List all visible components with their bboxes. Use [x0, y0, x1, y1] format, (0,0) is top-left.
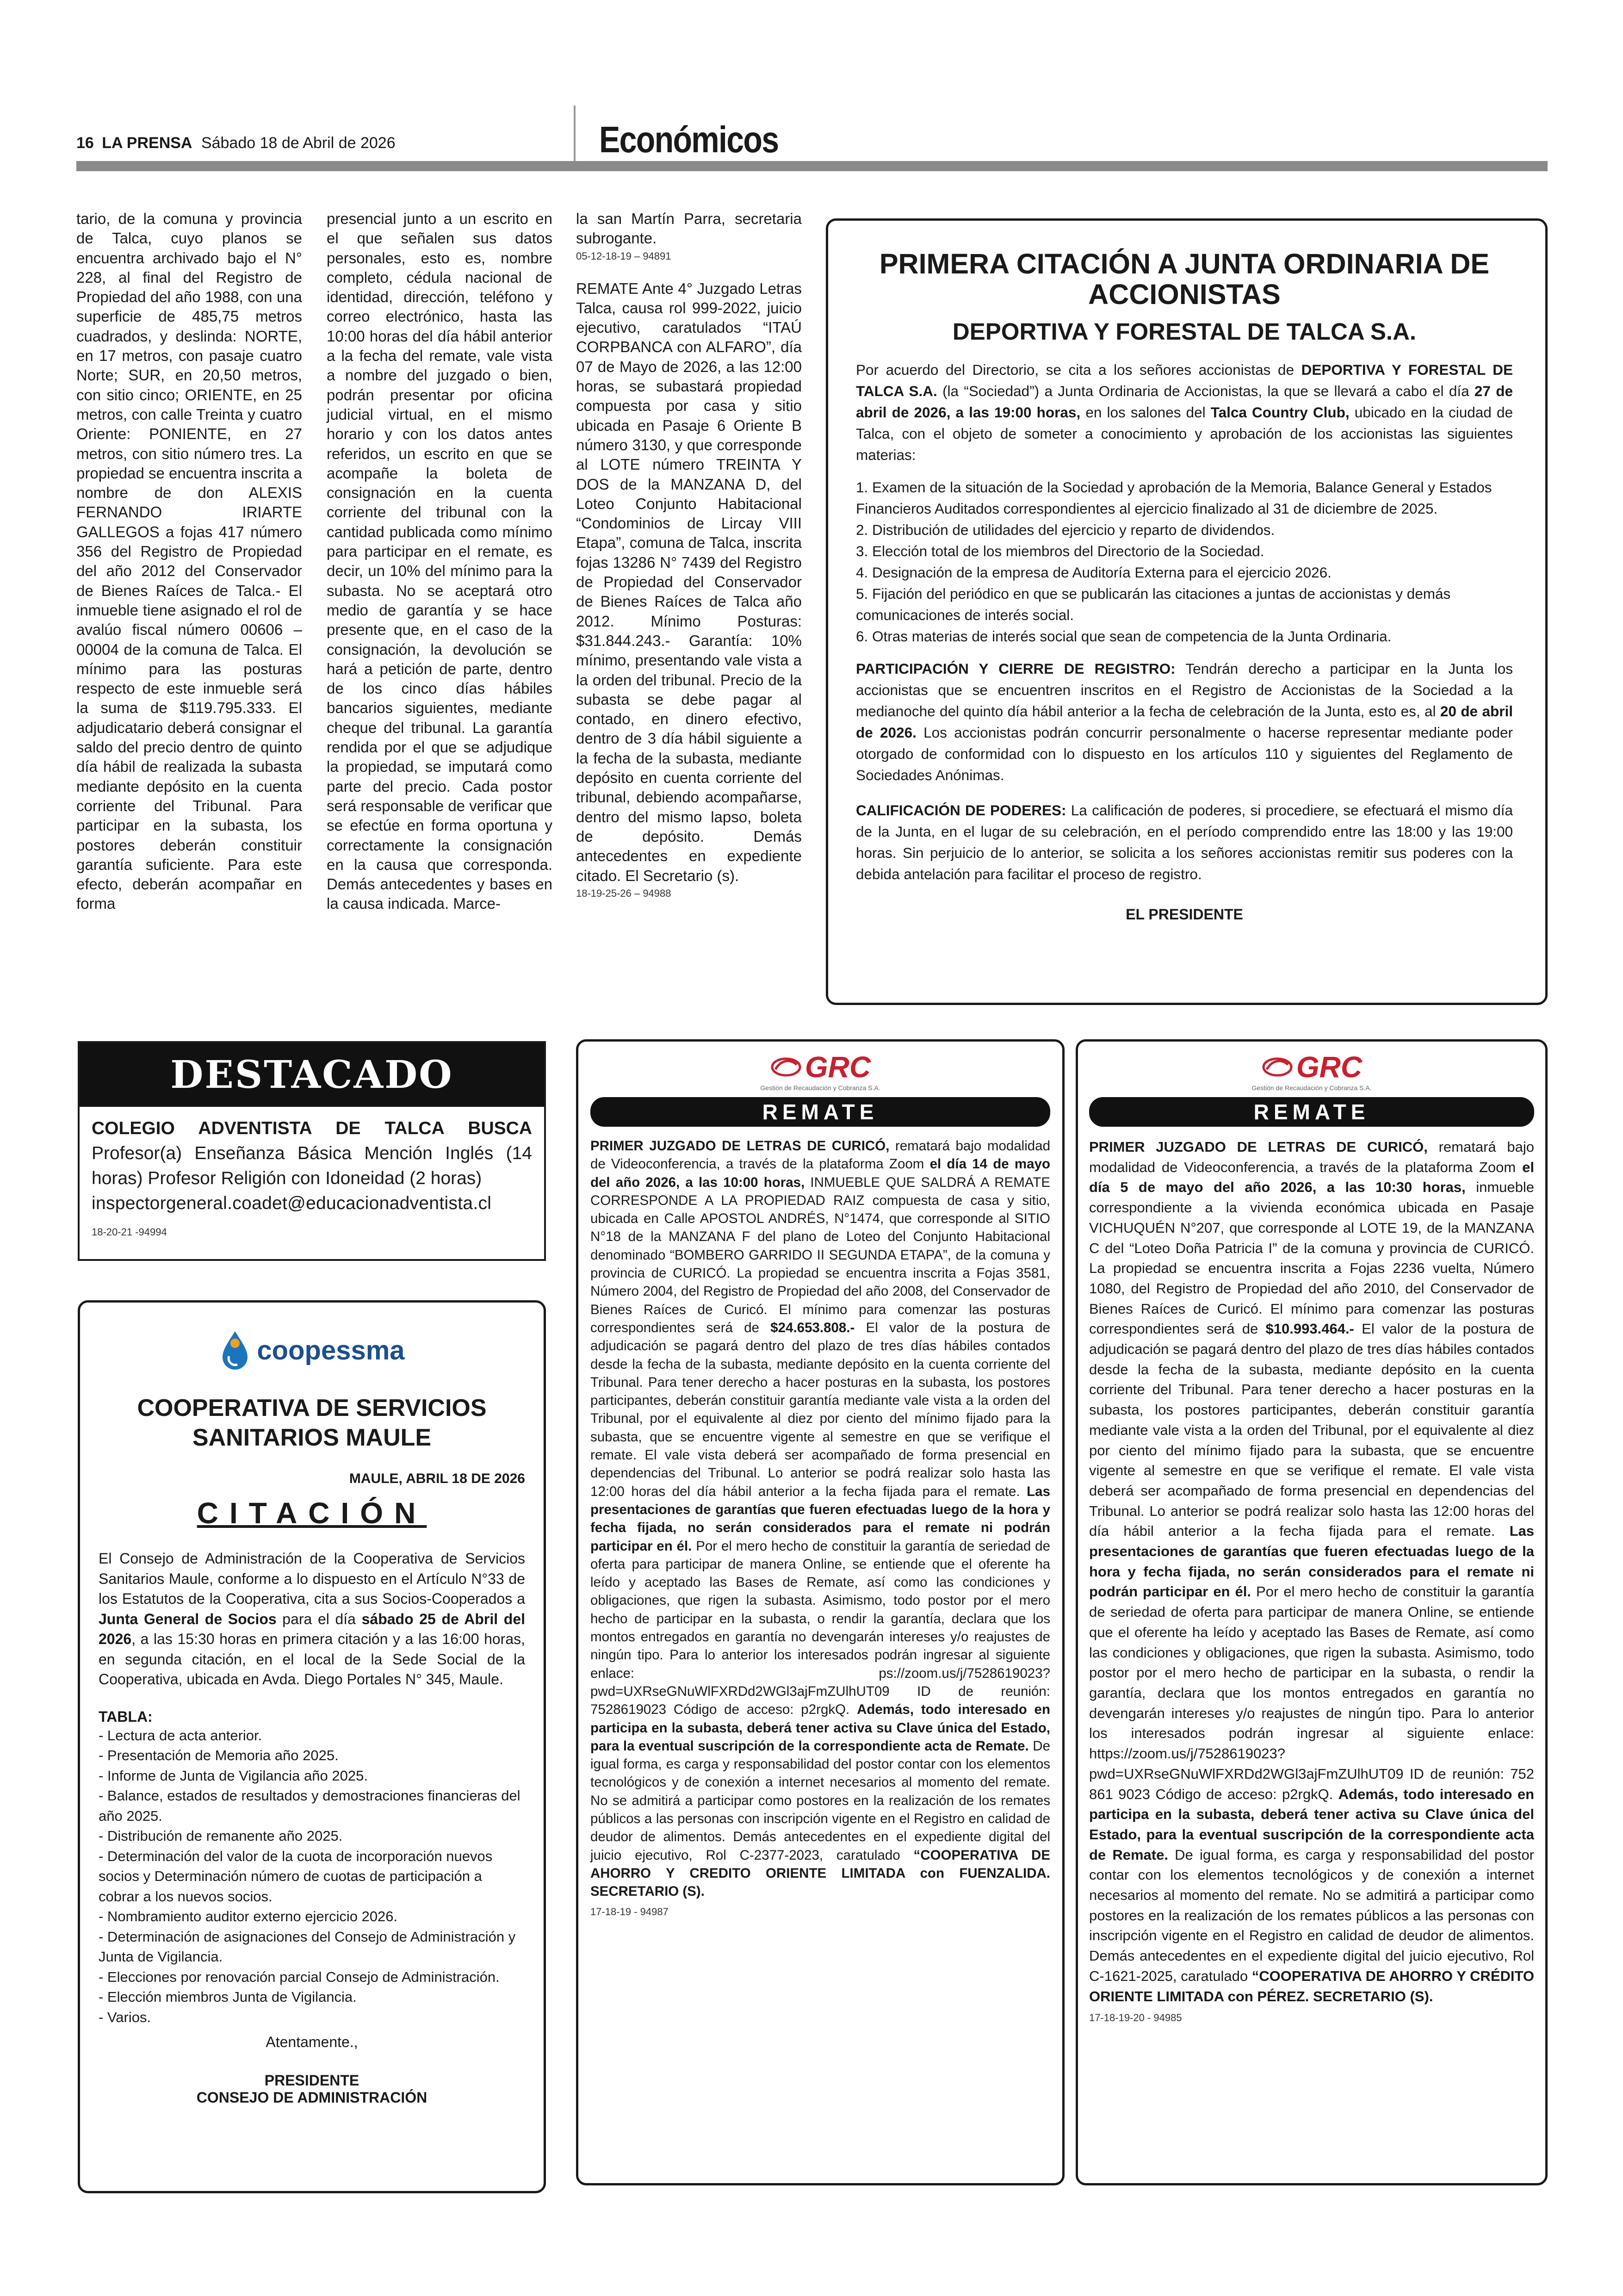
destacado-banner: DESTACADO [80, 1043, 544, 1107]
list-item: 2. Distribución de utilidades del ejercicio y reparto de dividendos. [856, 521, 1275, 538]
list-item: - Elección miembros Junta de Vigilancia. [99, 1989, 357, 2005]
coopessma-sign-2: CONSEJO DE ADMINISTRACIÓN [196, 2089, 427, 2106]
header-folio [76, 134, 396, 152]
column-3 [576, 209, 802, 900]
citacion-title: PRIMERA CITACIÓN A JUNTA ORDINARIA DE ACCIONISTAS [879, 248, 1490, 310]
citacion-items [856, 477, 1513, 647]
notice-code: 18-20-21 -94994 [92, 1226, 167, 1238]
grc-logo-mark [1261, 1050, 1362, 1084]
citacion-intro: Por acuerdo del Directorio, se cita a los señores accionistas de DEPORTIVA Y FORESTAL DE TALCA S.A. (la “Sociedad”) a Junta Ordinaria de Accionistas, la que se llevará a cabo el día 27 de abril de 2026, a las 19:00 horas, en los salones del Talca Country Club, ubicado en la ciudad de Talca, con el objeto de someter a conocimiento y aprobación de los accionistas las siguientes materias: [856, 361, 1513, 463]
remate-2-body: PRIMER JUZGADO DE LETRAS DE CURICÓ, rematará bajo modalidad de Videoconferencia, a través de la plataforma Zoom el día 5 de mayo del año 2026, a las 10:30 horas, inmueble correspondiente a la vivienda económica ubicada en Pasaje VICHUQUÉN N°207, que corresponde al LOTE 19, de la MANZANA C del “Loteo Doña Patricia I” de la comuna y provincia de CURICÓ. La propiedad se encuentra inscrita a Fojas 2236 vuelta, Número 1080, del Registro de Propiedad del año 2010, del Conservador de Bienes Raíces de Curicó. El mínimo para comenzar las posturas correspondientes será de $10.993.464.- El valor de la postura de adjudicación se pagará dentro del plazo de tres días hábiles contados desde la fecha de la subasta, mediante depósito en la cuenta corriente del Tribunal. Para tener derecho a hacer posturas en la subasta, los postores participantes, deberán constituir garantía mediante vale vista a la orden del Tribunal, por el equivalente al diez por ciento del mínimo fijado para la subasta, que se encuentre vigente al semestre en que se verifique el remate. El vale vista deberá ser acompañado de forma presencial en dependencias del Tribunal. Lo anterior se podrá realizar solo hasta las 12:00 horas del día hábil anterior a la fecha fijada para el remate. Las presentaciones de garantías que fueren efectuadas luego de la hora y fecha fijada, no serán considerados para el remate ni podrán participar en él. Por el mero hecho de constituir la garantía de seriedad de oferta para participar de manera Online, se entiende que el oferente ha leído y aceptado las Bases de Remate, así como las condiciones y obligaciones, que rigen la subasta. Asimismo, todo postor por el mero hecho de participar en la subasta, o rendir la garantía, declara que los montos entregados en garantía no devengarán intereses y/o reajustes de ningún tipo. Para lo anterior los interesados podrán ingresar al siguiente enlace: https://zoom.us/j/7528619023?pwd=UXRseGNuWlFXRDd2WGl3ajFmZUlhUT09 ID de reunión: 752 861 9023 Código de acceso: p2rgkQ. Además, todo interesado en participa en la subasta, deberá tener activa su Clave única del Estado, para la eventual suscripción de la correspondiente acta de Remate. De igual forma, es carga y responsabilidad del postor contar con los elementos tecnológicos y de conexión a internet necesarios al momento del remate. No se admitirá a participar como postores en la realización de los remates públicos a las personas con inscripción vigente en el Registro en calidad de deudor de alimentos. Demás antecedentes en el expediente digital del juicio ejecutivo, Rol C-1621-2025, caratulado “COOPERATIVA DE AHORRO Y CRÉDITO ORIENTE LIMITADA con PÉREZ. SECRETARIO (S). [1089, 1139, 1535, 2004]
list-item: - Determinación de asignaciones del Consejo de Administración y Junta de Vigilancia. [99, 1928, 516, 1965]
notice-end-text: la san Martín Parra, secretaria subrogante. [576, 210, 802, 247]
coopessma-date: MAULE, ABRIL 18 DE 2026 [349, 1471, 525, 1486]
list-item: - Presentación de Memoria año 2025. [99, 1747, 339, 1763]
list-item: - Informe de Junta de Vigilancia año 2025. [99, 1767, 368, 1784]
coopessma-tabla-label: TABLA: [99, 1708, 153, 1725]
list-item: 3. Elección total de los miembros del Directorio de la Sociedad. [856, 543, 1264, 559]
paper-name: LA PRENSA [102, 134, 192, 152]
remate-banner: REMATE [590, 1097, 1050, 1127]
coopessma-heading: CITACIÓN [197, 1496, 427, 1530]
coopessma-logo [99, 1329, 525, 1371]
notice-code: 18-19-25-26 – 94988 [576, 887, 671, 899]
notice-code: 05-12-18-19 – 94891 [576, 250, 671, 262]
coopessma-tabla [99, 1725, 525, 2028]
list-item: 6. Otras materias de interés social que sean de competencia de la Junta Ordinaria. [856, 628, 1392, 645]
destacado-email: inspectorgeneral.coadet@educacionadventista.cl [92, 1193, 492, 1213]
notice-code: 17-18-19 - 94987 [590, 1906, 669, 1918]
page-header [76, 119, 1548, 175]
list-item: 1. Examen de la situación de la Sociedad y aprobación de la Memoria, Balance General y Estados Financieros Auditados correspondientes al ejercicio finalizado al 31 de diciembre de 2025. [856, 479, 1492, 517]
coopessma-title: COOPERATIVA DE SERVICIOS SANITARIOS MAULE [137, 1395, 487, 1451]
remate-itau-text: REMATE Ante 4° Juzgado Letras Talca, causa rol 999-2022, juicio ejecutivo, caratulados “ITAÚ CORPBANCA con ALFARO”, día 07 de Mayo de 2026, a las 12:00 horas, se subastará propiedad compuesta por casa y sitio ubicada en Pasaje 6 Oriente B número 3130, y que corresponde al LOTE número TREINTA Y DOS de la MANZANA D, del Loteo Conjunto Habitacional “Condominios de Lircay VIII Etapa”, comuna de Talca, inscrita fojas 13286 N° 7439 del Registro de Propiedad del Conservador de Bienes Raíces de Talca año 2012. Mínimo Posturas: $31.844.243.- Garantía: 10% mínimo, presentando vale vista a la orden del tribunal. Precio de la subasta se debe pagar al contado, en dinero efectivo, dentro de 3 día hábil siguiente a la fecha de la subasta, mediante depósito en cuenta corriente del tribunal, debiendo acompañarse, dentro del mismo lapso, boleta de depósito. Demás antecedentes en expediente citado. El Secretario (s). [576, 279, 802, 884]
list-item: - Elecciones por renovación parcial Consejo de Administración. [99, 1968, 500, 1985]
grc-logo [1089, 1050, 1534, 1092]
header-date: Sábado 18 de Abril de 2026 [201, 134, 396, 152]
destacado-box [78, 1041, 546, 1261]
remate-1-body: PRIMER JUZGADO DE LETRAS DE CURICÓ, rematará bajo modalidad de Videoconferencia, a través de la plataforma Zoom el día 14 de mayo del año 2026, a las 10:00 horas, INMUEBLE QUE SALDRÁ A REMATE CORRESPONDE A LA PROPIEDAD RAIZ compuesta de casa y sitio, ubicada en Calle APOSTOL ANDRÉS, N°1474, que corresponde al SITIO N°18 de la MANZANA F del plano de Loteo del Conjunto Habitacional denominado “BOMBERO GARRIDO II SEGUNDA ETAPA”, de la comuna y provincia de CURICÓ. La propiedad se encuentra inscrita a Fojas 3581, Número 2004, del Registro de Propiedad del año 2008, del Conservador de Bienes Raíces de Curicó. El mínimo para comenzar las posturas correspondientes será de $24.653.808.- El valor de la postura de adjudicación se pagará dentro del plazo de tres días hábiles contados desde la fecha de la subasta, mediante depósito en la cuenta corriente del Tribunal. Para tener derecho a hacer posturas en la subasta, los postores participantes, deberán constituir garantía mediante vale vista a la orden del Tribunal, por el equivalente al diez por ciento del mínimo fijado para la subasta, que se encuentre vigente al semestre en que se verifique el remate. El vale vista deberá ser acompañado de forma presencial en dependencias del Tribunal. Lo anterior se podrá realizar solo hasta las 12:00 horas del día hábil anterior a la fecha fijada para el remate. Las presentaciones de garantías que fueren efectuadas luego de la hora y fecha fijada, no serán considerados para el remate ni podrán participar en él. Por el mero hecho de constituir la garantía de seriedad de oferta para participar de manera Online, se entiende que el oferente ha leído y aceptado las Bases de Remate, así como las condiciones y obligaciones, que rigen la subasta. Asimismo, todo postor por el mero hecho de participar en la subasta, o rendir la garantía, declara que los montos entregados en garantía no devengarán intereses y/o reajustes de ningún tipo. Para lo anterior los interesados podrán ingresar al siguiente enlace: ps://zoom.us/j/7528619023?pwd=UXRseGNuWlFXRDd2WGl3ajFmZUlhUT09 ID de reunión: 7528619023 Código de acceso: p2rgkQ. Además, todo interesado en participa en la subasta, deberá tener activa su Clave única del Estado, para la eventual suscripción de la correspondiente acta de Remate. De igual forma, es carga y responsabilidad del postor contar con los elementos tecnológicos y de conexión a internet necesarios al momento del remate. No se admitirá a participar como postores en la realización de los remates públicos a las personas con inscripción vigente en el Registro en calidad de deudor de alimentos. Demás antecedentes en el expediente digital del juicio ejecutivo, Rol C-2377-2023, caratulado “COOPERATIVA DE AHORRO Y CREDITO ORIENTE LIMITADA con FUENZALIDA. SECRETARIO (S). [590, 1138, 1050, 1899]
list-item: - Lectura de acta anterior. [99, 1727, 262, 1744]
list-item: - Distribución de remanente año 2025. [99, 1828, 343, 1844]
section-title: Económicos [599, 119, 779, 160]
grc-emblem-icon [1261, 1055, 1294, 1079]
remate-banner: REMATE [1089, 1097, 1534, 1127]
grc-logo-text: GRC [1296, 1050, 1363, 1084]
page-number: 16 [76, 134, 94, 152]
header-rule [76, 161, 1548, 171]
list-item: - Nombramiento auditor externo ejercicio 2026. [99, 1908, 398, 1924]
column-2-text: presencial junto a un escrito en el que señalen sus datos personales, esto es, nombre completo, cédula nacional de identidad, dirección, teléfono y correo electrónico, hasta las 10:00 horas del día hábil anterior a la fecha del remate, vale vista a nombre del juzgado o bien, podrán presentar por oficina judicial virtual, en el mismo horario y con los datos antes referidos, un escrito en que se acompañe la boleta de consignación en la cuenta corriente del tribunal con la cantidad publicada como mínimo para participar en el remate, es decir, un 10% del mínimo para la subasta. No se aceptará otro medio de garantía y se hace presente que, en el caso de la consignación, la devolución se hará a petición de parte, dentro de los cinco días hábiles bancarios siguientes, mediante cheque del tribunal. La garantía rendida por el que se adjudique la propiedad, se imputará como parte del precio. Cada postor será responsable de verificar que se efectúe en forma oportuna y correctamente la consignación en la causa que corresponda. Demás antecedentes y bases en la causa indicada. Marce- [327, 210, 552, 912]
coopessma-logo-text: coopessma [257, 1335, 405, 1365]
list-item: 5. Fijación del periódico en que se publicarán las citaciones a juntas de accionistas y demás comunicaciones de interés social. [856, 585, 1451, 623]
list-item: - Varios. [99, 2009, 151, 2025]
grc-logo-subtitle: Gestión de Recaudación y Cobranza S.A. [1251, 1084, 1372, 1092]
coopessma-sign-1: PRESIDENTE [264, 2072, 359, 2089]
column-1-text: tario, de la comuna y provincia de Talca, cuyo planos se encuentra archivado bajo el N° 228, al final del Registro de Propiedad del año 1988, con una superficie de 485,75 metros cuadrados, y deslinda: NORTE, en 17 metros, con pasaje cuatro Norte; SUR, en 20,50 metros, con sitio cinco; ORIENTE, en 25 metros, con calle Treinta y cuatro Oriente: PONIENTE, en 27 metros, con sitio número tres. La propiedad se encuentra inscrita a nombre de don ALEXIS FERNANDO IRIARTE GALLEGOS a fojas 417 número 356 del Registro de Propiedad del año 2012 del Conservador de Bienes Raíces de Talca.- El inmueble tiene asignado el rol de avalúo fiscal número 00606 – 00004 de la comuna de Talca. El mínimo para las posturas respecto de este inmueble será la suma de $119.795.333. El adjudicatario deberá consignar el saldo del precio dentro de quinto día hábil de realizada la subasta mediante depósito en la cuenta corriente del Tribunal. Para participar en la subasta, los postores deberán constituir garantía suficiente. Para este efecto, deberán acompañar en forma [76, 210, 302, 912]
remate-box-1 [576, 1039, 1065, 2185]
grc-logo-text: GRC [805, 1050, 871, 1084]
grc-logo [590, 1050, 1050, 1092]
grc-logo-mark [770, 1050, 871, 1084]
citacion-signature: EL PRESIDENTE [1126, 906, 1243, 923]
citacion-accionistas-box [826, 218, 1548, 1005]
destacado-text: COLEGIO ADVENTISTA DE TALCA BUSCA Profesor(a) Enseñanza Básica Mención Inglés (14 horas) Profesor Religión con Idoneidad (2 horas) inspectorgeneral.coadet@educacionadventista.cl [80, 1107, 544, 1216]
grc-emblem-icon [770, 1055, 802, 1079]
header-divider [574, 105, 576, 166]
citacion-subtitle: DEPORTIVA Y FORESTAL DE TALCA S.A. [952, 318, 1417, 345]
remate-box-2 [1076, 1039, 1548, 2185]
citacion-participacion: PARTICIPACIÓN Y CIERRE DE REGISTRO: Tendrán derecho a participar en la Junta los accionistas que se encuentren inscritos en el Registro de Accionistas de la Sociedad a la medianoche del quinto día hábil anterior a la fecha de celebración de la Junta, esto es, al 20 de abril de 2026. Los accionistas podrán concurrir personalmente o hacerse representar mediante poder otorgado de conformidad con lo dispuesto en los artículos 110 y siguientes del Reglamento de Sociedades Anónimas. [856, 660, 1513, 783]
coopessma-box [78, 1300, 546, 2193]
list-item: - Determinación del valor de la cuota de incorporación nuevos socios y Determinación número de cuotas de participación a cobrar a los nuevos socios. [99, 1848, 493, 1905]
list-item: - Balance, estados de resultados y demostraciones financieras del año 2025. [99, 1787, 520, 1824]
citacion-poderes: CALIFICACIÓN DE PODERES: La calificación de poderes, si procediere, se efectuará el mismo día de la Junta, en el lugar de su celebración, en el período comprendido entre las 18:00 y las 19:00 horas. Sin perjuicio de lo anterior, se solicita a los señores accionistas remitir sus poderes con la debida antelación para facilitar el proceso de registro. [856, 802, 1513, 882]
coopessma-body: El Consejo de Administración de la Cooperativa de Servicios Sanitarios Maule, conforme a lo dispuesto en el Artículo N°33 de los Estatutos de la Cooperativa, cita a sus Socios-Cooperados a Junta General de Socios para el día sábado 25 de Abril del 2026, a las 15:30 horas en primera citación y a las 16:00 horas, en segunda citación, en el local de la Sede Social de la Cooperativa, ubicada en Avda. Diego Portales N° 345, Maule. [99, 1550, 525, 1688]
coopessma-closing: Atentamente., [266, 2034, 358, 2050]
water-drop-icon [219, 1329, 251, 1371]
notice-code: 17-18-19-20 - 94985 [1089, 2012, 1182, 2024]
list-item: 4. Designación de la empresa de Auditoría Externa para el ejercicio 2026. [856, 564, 1332, 581]
grc-logo-subtitle: Gestión de Recaudación y Cobranza S.A. [760, 1084, 880, 1092]
